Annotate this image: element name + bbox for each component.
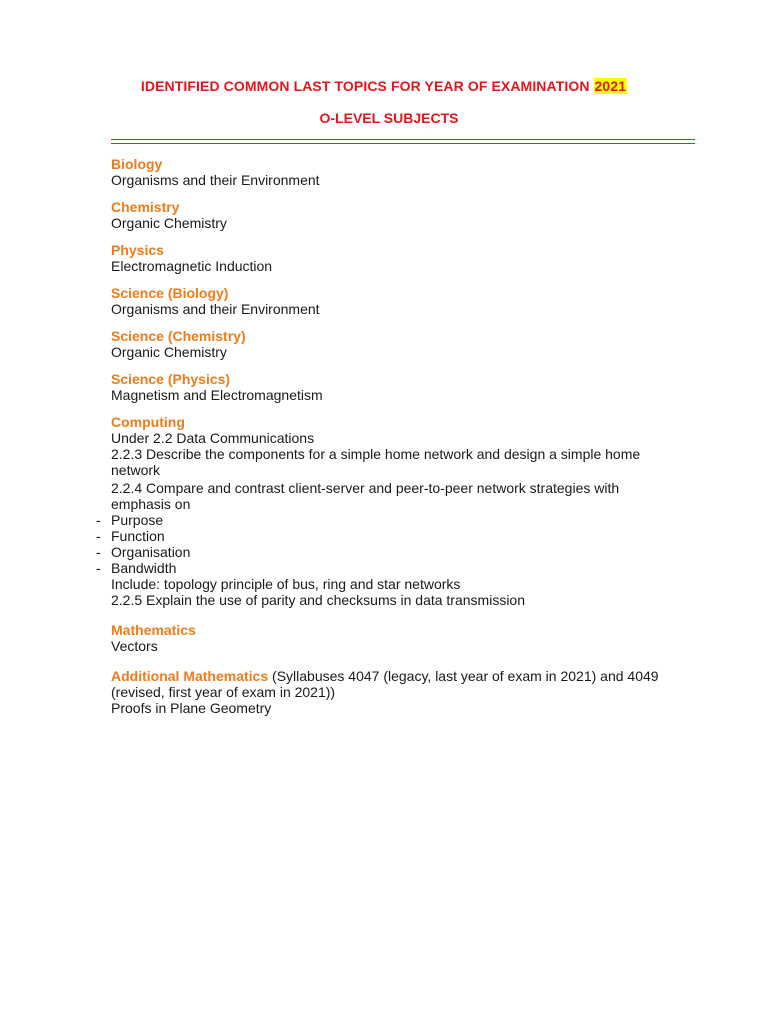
section-topic: Organic Chemistry (111, 215, 227, 231)
computing-line: Include: topology principle of bus, ring and star networks (111, 576, 461, 592)
section-topic: Organisms and their Environment (111, 172, 320, 188)
computing-line: 2.2.4 Compare and contrast client-server and peer-to-peer network strategies with emphasis on (111, 480, 620, 512)
section-topic: Organisms and their Environment (111, 301, 320, 317)
section-physics (111, 242, 671, 274)
section-topic: Organic Chemistry (111, 344, 227, 360)
section-heading: Additional Mathematics (111, 668, 269, 684)
section-science-physics (111, 371, 671, 403)
section-science-biology (111, 285, 671, 317)
computing-line: Under 2.2 Data Communications (111, 430, 315, 446)
subject-list (96, 156, 671, 727)
list-item: - Function (96, 528, 165, 544)
section-additional-mathematics (111, 668, 671, 716)
list-item: - Bandwidth (96, 560, 177, 576)
list-item: - Organisation (96, 544, 191, 560)
title-divider (111, 139, 695, 144)
section-heading: Biology (111, 156, 163, 172)
section-heading: Science (Physics) (111, 371, 231, 387)
list-item: - Purpose (96, 512, 164, 528)
title-text: IDENTIFIED COMMON LAST TOPICS FOR YEAR OF EXAMINATION (140, 78, 590, 94)
title-year-highlight: 2021 (594, 78, 627, 94)
computing-line: 2.2.5 Explain the use of parity and checksums in data transmission (111, 592, 525, 608)
section-biology (111, 156, 671, 188)
section-heading: Computing (111, 414, 185, 430)
section-topic: Magnetism and Electromagnetism (111, 387, 323, 403)
section-computing (96, 414, 671, 608)
bullet-text: Purpose (111, 512, 164, 528)
bullet-text: Function (111, 528, 165, 544)
section-science-chemistry (111, 328, 671, 360)
section-heading: Physics (111, 242, 164, 258)
section-topic: Proofs in Plane Geometry (111, 700, 272, 716)
section-heading: Science (Biology) (111, 285, 229, 301)
section-chemistry (111, 199, 671, 231)
bullet-text: Bandwidth (111, 560, 177, 576)
section-topic: Electromagnetic Induction (111, 258, 273, 274)
section-heading: Science (Chemistry) (111, 328, 246, 344)
section-heading: Chemistry (111, 199, 180, 215)
syllabus-note: (Syllabuses 4047 (legacy, last year of exam in 2021) and 4049 (revised, first year of exam in 2021)) (111, 668, 659, 700)
page-subtitle: O-LEVEL SUBJECTS (319, 110, 459, 126)
section-heading: Mathematics (111, 622, 196, 638)
section-mathematics (111, 622, 671, 654)
computing-line: 2.2.3 Describe the components for a simple home network and design a simple home network (111, 446, 641, 478)
page-title (0, 78, 768, 94)
section-topic: Vectors (111, 638, 158, 654)
bullet-text: Organisation (111, 544, 191, 560)
